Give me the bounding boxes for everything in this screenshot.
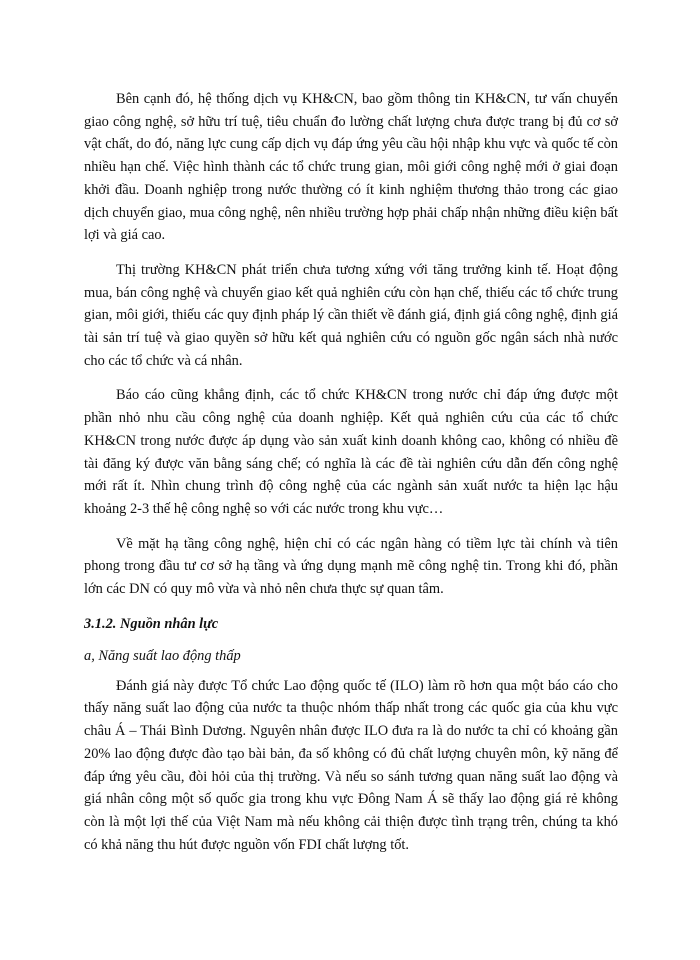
paragraph-report-findings: Báo cáo cũng khẳng định, các tổ chức KH&CN trong nước chỉ đáp ứng được một phần nhỏ nhu cầu công nghệ của doanh nghiệp. Kết quả nghiên cứu của các tổ chức KH&CN trong nước được áp dụng vào sản xuất kinh doanh không cao, không có nhiều đề tài đăng ký được văn bằng sáng chế; có nghĩa là các đề tài nghiên cứu dẫn đến công nghệ mới rất ít. Nhìn chung trình độ công nghệ của các ngành sản xuất nước ta hiện lạc hậu khoảng 2-3 thế hệ công nghệ so với các nước trong khu vực…: [84, 387, 618, 517]
subsection-heading: a, Năng suất lao động thấp: [84, 647, 241, 664]
paragraph-science-services: Bên cạnh đó, hệ thống dịch vụ KH&CN, bao gồm thông tin KH&CN, tư vấn chuyển giao công nghệ, sở hữu trí tuệ, tiêu chuẩn đo lường chất lượng chưa được trang bị đủ cơ sở vật chất, do đó, năng lực cung cấp dịch vụ đáp ứng yêu cầu hội nhập khu vực và quốc tế còn nhiều hạn chế. Việc hình thành các tổ chức trung gian, môi giới công nghệ mới ở giai đoạn khởi đầu. Doanh nghiệp trong nước thường có ít kinh nghiệm thương thảo trong các giao dịch chuyển giao, mua công nghệ, nên nhiều trường hợp phải chấp nhận những điều kiện bất lợi và giá cao.: [84, 91, 618, 244]
paragraph-science-market: Thị trường KH&CN phát triển chưa tương xứng với tăng trưởng kinh tế. Hoạt động mua, bán công nghệ và chuyển giao kết quả nghiên cứu còn hạn chế, thiếu các tổ chức trung gian, môi giới, thiếu các quy định pháp lý cần thiết về đánh giá, định giá công nghệ, định giá tài sản trí tuệ và giao quyền sở hữu kết quả nghiên cứu có nguồn gốc ngân sách nhà nước cho các tổ chức và cá nhân.: [84, 261, 618, 369]
paragraph-tech-infrastructure: Về mặt hạ tầng công nghệ, hiện chỉ có các ngân hàng có tiềm lực tài chính và tiên phong trong đầu tư cơ sở hạ tầng và ứng dụng mạnh mẽ công nghệ tin. Trong khi đó, phần lớn các DN có quy mô vừa và nhỏ nên chưa thực sự quan tâm.: [84, 535, 618, 598]
paragraph-labor-productivity: Đánh giá này được Tổ chức Lao động quốc tế (ILO) làm rõ hơn qua một báo cáo cho thấy năng suất lao động của nước ta thuộc nhóm thấp nhất trong các quốc gia của khu vực châu Á – Thái Bình Dương. Nguyên nhân được ILO đưa ra là do nước ta chỉ có khoảng gần 20% lao động được đào tạo bài bản, đa số không có đủ chất lượng chuyên môn, kỹ năng để đáp ứng yêu cầu, đòi hỏi của thị trường. Và nếu so sánh tương quan năng suất lao động và giá nhân công một số quốc gia trong khu vực Đông Nam Á sẽ thấy lao động giá rẻ không còn là một lợi thế của Việt Nam mà nếu không cải thiện được tình trạng trên, chúng ta khó có khả năng thu hút được nguồn vốn FDI chất lượng tốt.: [84, 677, 618, 853]
document-page: [84, 88, 618, 868]
section-heading: 3.1.2. Nguồn nhân lực: [84, 615, 219, 632]
